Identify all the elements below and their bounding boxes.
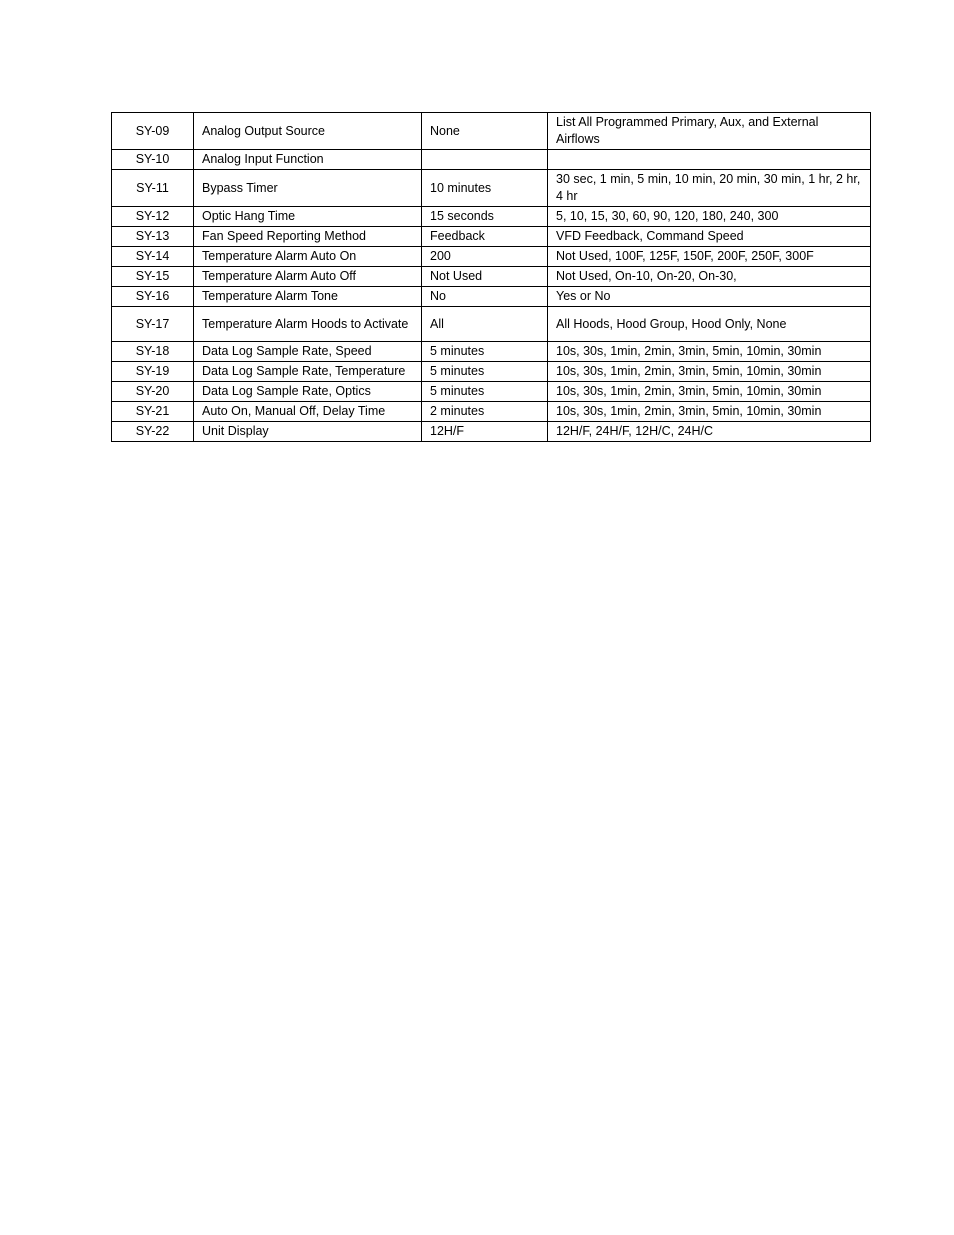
setting-options: Not Used, 100F, 125F, 150F, 200F, 250F, 300F <box>548 247 871 267</box>
setting-options: 10s, 30s, 1min, 2min, 3min, 5min, 10min, 30min <box>548 342 871 362</box>
setting-default: All <box>422 307 548 342</box>
setting-options: 10s, 30s, 1min, 2min, 3min, 5min, 10min, 30min <box>548 402 871 422</box>
table-row <box>112 307 871 342</box>
table-row <box>112 422 871 442</box>
setting-options: Not Used, On-10, On-20, On-30, <box>548 267 871 287</box>
table-row <box>112 170 871 207</box>
setting-options: VFD Feedback, Command Speed <box>548 227 871 247</box>
table-row <box>112 342 871 362</box>
setting-code: SY-09 <box>112 113 194 150</box>
table-row <box>112 247 871 267</box>
table-row <box>112 287 871 307</box>
table-row <box>112 150 871 170</box>
setting-default <box>422 150 548 170</box>
setting-name: Unit Display <box>194 422 422 442</box>
table-row <box>112 382 871 402</box>
table-row <box>112 362 871 382</box>
setting-name: Data Log Sample Rate, Optics <box>194 382 422 402</box>
setting-name: Analog Output Source <box>194 113 422 150</box>
setting-name: Fan Speed Reporting Method <box>194 227 422 247</box>
setting-options: All Hoods, Hood Group, Hood Only, None <box>548 307 871 342</box>
setting-name: Optic Hang Time <box>194 207 422 227</box>
setting-name: Temperature Alarm Tone <box>194 287 422 307</box>
setting-options: List All Programmed Primary, Aux, and External Airflows <box>548 113 871 150</box>
setting-default: 5 minutes <box>422 362 548 382</box>
setting-options: 12H/F, 24H/F, 12H/C, 24H/C <box>548 422 871 442</box>
setting-default: 10 minutes <box>422 170 548 207</box>
setting-code: SY-15 <box>112 267 194 287</box>
setting-name: Data Log Sample Rate, Speed <box>194 342 422 362</box>
setting-options <box>548 150 871 170</box>
table-row <box>112 207 871 227</box>
table-row <box>112 227 871 247</box>
setting-name: Temperature Alarm Hoods to Activate <box>194 307 422 342</box>
setting-default: 5 minutes <box>422 382 548 402</box>
setting-name: Data Log Sample Rate, Temperature <box>194 362 422 382</box>
table-row <box>112 267 871 287</box>
setting-code: SY-22 <box>112 422 194 442</box>
setting-code: SY-14 <box>112 247 194 267</box>
setting-code: SY-11 <box>112 170 194 207</box>
setting-default: 200 <box>422 247 548 267</box>
setting-default: 5 minutes <box>422 342 548 362</box>
setting-code: SY-17 <box>112 307 194 342</box>
setting-default: No <box>422 287 548 307</box>
setting-name: Temperature Alarm Auto Off <box>194 267 422 287</box>
setting-options: 10s, 30s, 1min, 2min, 3min, 5min, 10min, 30min <box>548 382 871 402</box>
setting-code: SY-12 <box>112 207 194 227</box>
setting-code: SY-21 <box>112 402 194 422</box>
table-row <box>112 113 871 150</box>
setting-default: 12H/F <box>422 422 548 442</box>
setting-name: Bypass Timer <box>194 170 422 207</box>
setting-name: Analog Input Function <box>194 150 422 170</box>
setting-options: Yes or No <box>548 287 871 307</box>
setting-code: SY-16 <box>112 287 194 307</box>
settings-table <box>111 112 871 442</box>
setting-default: 15 seconds <box>422 207 548 227</box>
setting-code: SY-10 <box>112 150 194 170</box>
setting-default: 2 minutes <box>422 402 548 422</box>
setting-name: Temperature Alarm Auto On <box>194 247 422 267</box>
setting-default: Feedback <box>422 227 548 247</box>
table-row <box>112 402 871 422</box>
setting-options: 10s, 30s, 1min, 2min, 3min, 5min, 10min, 30min <box>548 362 871 382</box>
setting-code: SY-20 <box>112 382 194 402</box>
setting-options: 5, 10, 15, 30, 60, 90, 120, 180, 240, 300 <box>548 207 871 227</box>
setting-code: SY-18 <box>112 342 194 362</box>
setting-default: Not Used <box>422 267 548 287</box>
setting-options: 30 sec, 1 min, 5 min, 10 min, 20 min, 30 min, 1 hr, 2 hr, 4 hr <box>548 170 871 207</box>
setting-code: SY-13 <box>112 227 194 247</box>
setting-name: Auto On, Manual Off, Delay Time <box>194 402 422 422</box>
setting-code: SY-19 <box>112 362 194 382</box>
setting-default: None <box>422 113 548 150</box>
